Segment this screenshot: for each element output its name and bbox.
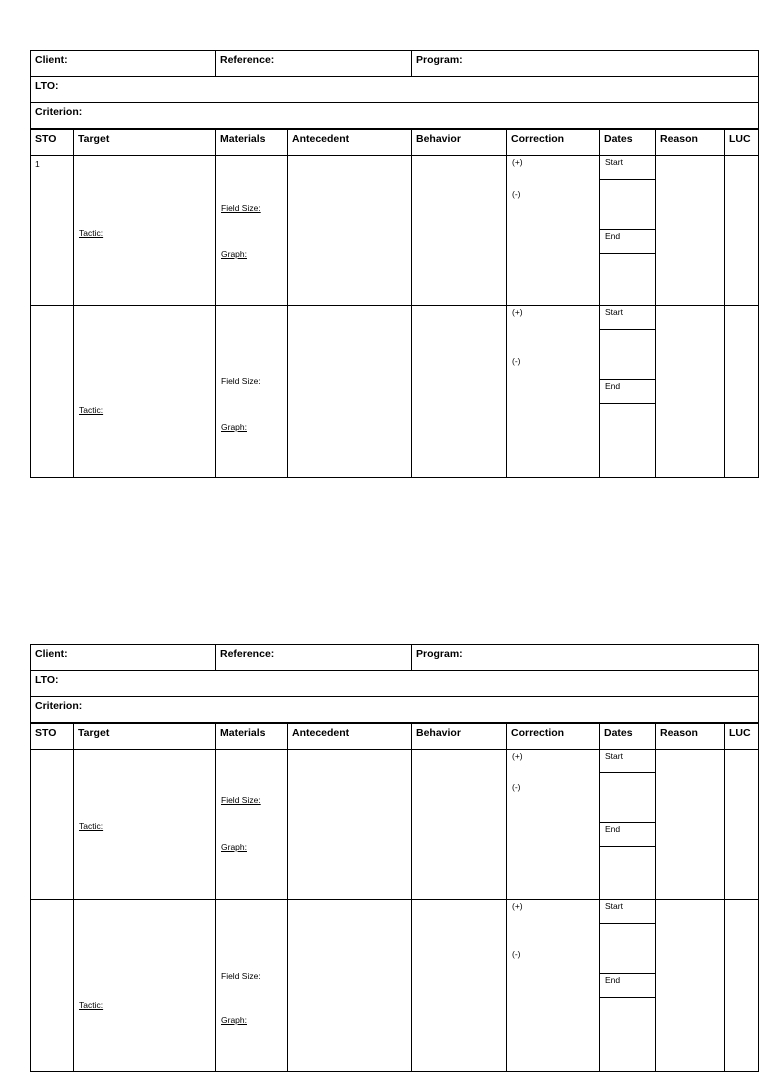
target-cell bbox=[74, 306, 216, 478]
program-form-1 bbox=[30, 50, 758, 478]
form-header-table bbox=[30, 644, 759, 723]
correction-plus: (+) bbox=[512, 751, 523, 761]
correction-cell bbox=[507, 306, 600, 478]
materials-cell bbox=[216, 900, 288, 1072]
date-end-label: End bbox=[605, 975, 621, 985]
dates-cell bbox=[600, 750, 656, 900]
dates-divider bbox=[600, 403, 655, 404]
col-luc: LUC bbox=[725, 724, 759, 750]
dates-divider bbox=[600, 229, 655, 230]
col-sto: STO bbox=[31, 724, 74, 750]
col-materials: Materials bbox=[216, 724, 288, 750]
lto-label: LTO: bbox=[31, 671, 759, 697]
materials-cell bbox=[216, 306, 288, 478]
target-cell bbox=[74, 156, 216, 306]
col-dates: Dates bbox=[600, 724, 656, 750]
tactic-label: Tactic: bbox=[79, 821, 104, 831]
behavior-cell bbox=[412, 306, 507, 478]
program-form-2 bbox=[30, 644, 758, 1072]
reference-label: Reference: bbox=[216, 645, 412, 671]
sto-number: 1 bbox=[31, 156, 74, 306]
behavior-cell bbox=[412, 156, 507, 306]
correction-minus: (-) bbox=[512, 782, 521, 792]
correction-minus: (-) bbox=[512, 949, 521, 959]
correction-minus: (-) bbox=[512, 189, 521, 199]
antecedent-cell bbox=[288, 750, 412, 900]
target-cell bbox=[74, 900, 216, 1072]
criterion-label: Criterion: bbox=[31, 697, 759, 723]
dates-cell bbox=[600, 156, 656, 306]
correction-minus: (-) bbox=[512, 356, 521, 366]
sto-table bbox=[30, 723, 759, 1072]
behavior-cell bbox=[412, 750, 507, 900]
antecedent-cell bbox=[288, 156, 412, 306]
antecedent-cell bbox=[288, 900, 412, 1072]
col-target: Target bbox=[74, 130, 216, 156]
dates-divider bbox=[600, 772, 655, 773]
sto-number bbox=[31, 750, 74, 900]
col-reason: Reason bbox=[656, 724, 725, 750]
col-sto: STO bbox=[31, 130, 74, 156]
dates-divider bbox=[600, 997, 655, 998]
sto-table bbox=[30, 129, 759, 478]
col-antecedent: Antecedent bbox=[288, 724, 412, 750]
target-cell bbox=[74, 750, 216, 900]
correction-plus: (+) bbox=[512, 901, 523, 911]
col-behavior: Behavior bbox=[412, 130, 507, 156]
col-antecedent: Antecedent bbox=[288, 130, 412, 156]
tactic-label: Tactic: bbox=[79, 1000, 104, 1010]
sto-row bbox=[31, 750, 759, 900]
col-target: Target bbox=[74, 724, 216, 750]
form-header-table bbox=[30, 50, 759, 129]
field-size-label: Field Size: bbox=[221, 795, 261, 805]
luc-cell bbox=[725, 306, 759, 478]
date-end-label: End bbox=[605, 381, 621, 391]
dates-divider bbox=[600, 179, 655, 180]
criterion-label: Criterion: bbox=[31, 103, 759, 129]
sto-row bbox=[31, 306, 759, 478]
col-reason: Reason bbox=[656, 130, 725, 156]
dates-cell bbox=[600, 306, 656, 478]
dates-divider bbox=[600, 253, 655, 254]
col-materials: Materials bbox=[216, 130, 288, 156]
program-label: Program: bbox=[412, 51, 759, 77]
dates-divider bbox=[600, 846, 655, 847]
tactic-label: Tactic: bbox=[79, 405, 104, 415]
dates-divider bbox=[600, 973, 655, 974]
reason-cell bbox=[656, 156, 725, 306]
sto-number bbox=[31, 900, 74, 1072]
column-header-row bbox=[31, 130, 759, 156]
behavior-cell bbox=[412, 900, 507, 1072]
dates-divider bbox=[600, 379, 655, 380]
graph-label: Graph: bbox=[221, 249, 247, 259]
antecedent-cell bbox=[288, 306, 412, 478]
date-start-label: Start bbox=[605, 751, 623, 761]
dates-cell bbox=[600, 900, 656, 1072]
correction-plus: (+) bbox=[512, 307, 523, 317]
col-correction: Correction bbox=[507, 724, 600, 750]
client-label: Client: bbox=[31, 645, 216, 671]
field-size-label: Field Size: bbox=[221, 971, 261, 981]
materials-cell bbox=[216, 156, 288, 306]
column-header-row bbox=[31, 724, 759, 750]
graph-label: Graph: bbox=[221, 422, 247, 432]
date-start-label: Start bbox=[605, 157, 623, 167]
tactic-label: Tactic: bbox=[79, 228, 104, 238]
graph-label: Graph: bbox=[221, 842, 247, 852]
col-dates: Dates bbox=[600, 130, 656, 156]
date-end-label: End bbox=[605, 231, 621, 241]
date-start-label: Start bbox=[605, 901, 623, 911]
col-correction: Correction bbox=[507, 130, 600, 156]
date-end-label: End bbox=[605, 824, 621, 834]
correction-cell bbox=[507, 750, 600, 900]
lto-label: LTO: bbox=[31, 77, 759, 103]
reason-cell bbox=[656, 306, 725, 478]
dates-divider bbox=[600, 329, 655, 330]
luc-cell bbox=[725, 900, 759, 1072]
correction-plus: (+) bbox=[512, 157, 523, 167]
col-behavior: Behavior bbox=[412, 724, 507, 750]
reason-cell bbox=[656, 900, 725, 1072]
reference-label: Reference: bbox=[216, 51, 412, 77]
dates-divider bbox=[600, 923, 655, 924]
client-label: Client: bbox=[31, 51, 216, 77]
date-start-label: Start bbox=[605, 307, 623, 317]
reason-cell bbox=[656, 750, 725, 900]
materials-cell bbox=[216, 750, 288, 900]
field-size-label: Field Size: bbox=[221, 376, 261, 386]
field-size-label: Field Size: bbox=[221, 203, 261, 213]
sto-row bbox=[31, 900, 759, 1072]
correction-cell bbox=[507, 900, 600, 1072]
col-luc: LUC bbox=[725, 130, 759, 156]
program-label: Program: bbox=[412, 645, 759, 671]
luc-cell bbox=[725, 750, 759, 900]
correction-cell bbox=[507, 156, 600, 306]
graph-label: Graph: bbox=[221, 1015, 247, 1025]
dates-divider bbox=[600, 822, 655, 823]
sto-row bbox=[31, 156, 759, 306]
luc-cell bbox=[725, 156, 759, 306]
sto-number bbox=[31, 306, 74, 478]
